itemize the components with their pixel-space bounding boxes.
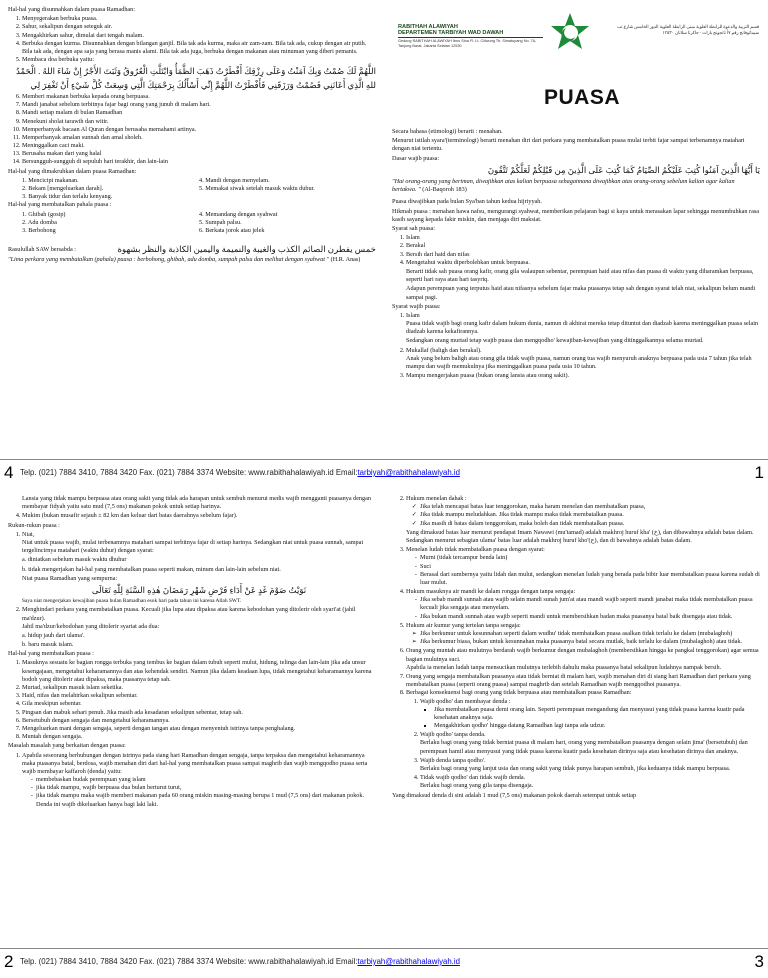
footer-contact [20,468,460,477]
air-list [406,596,760,621]
list-item: 2. Murtad, sekalipun masuk islam seketika. [22,684,376,692]
k1-list [420,706,760,731]
list-item: - Jika sebab mandi sunnah atau wajib selain mandi sunah jum'at atau mandi wajib seperti mandi janabat maka tidak membatalkan puasa kecuali jika sengaja atau menyelam. [420,596,760,612]
list-item: 6. Berkata jorok atau jelek [199,226,265,234]
list-item: 5. Memakai siwak setelah masuk waktu dubur. [199,185,315,192]
list-item [22,531,376,606]
niat-a: a. diniatkan sebelum masuk waktu dhuhur [22,556,127,564]
list-item: 9. Menekuni sholat tarawih dan witir. [22,118,376,126]
intro-1: Secara bahasa (etimologi) berarti : menahan. [392,128,503,135]
list-item: 5. Sumpah palsu. [199,218,242,226]
dahak-note: Yang dimaksud batas luar menurut pendapat Imam Nawawi (mu'tamad) adalah makhroj huruf kha' (خ), dan dibawahnya adalah batas dalam. Sedangkan menurut sebagian ulama' batas luar adalah makhroj huruf kho'(ح), dan di bawahnya adalah batas dalam. [406,528,754,544]
niat-text: Niat untuk puasa wajib, mulai terbenamnya matahari sampai terbitnya fajar di setiap harinya. Sedangkan niat untuk puasa sunnah, sampai tergelincirnya matahari (waktu duhur) dengan syarat: [22,538,364,555]
list-item: 11. Memperbanyak amalan sunnah dan amal sholeh. [22,134,376,142]
page-2-body [0,489,384,948]
page-title: PUASA [544,86,621,109]
pahala-grid [8,211,376,236]
list-item: ➢ Jika berkumur biasa, bukan untuk kesunnahan maka puasanya batal secara mutlak, baik terlalu ke dalam (mubalaghoh) atau tidak. [420,638,760,646]
lansia-text: Lansia yang tidak mampu berpuasa atau orang sakit yang tidak ada harapan untuk sembuh menurut medis wajib mengganti puasanya dengan membayar fidyah yaitu satu mud (7,5 ons) makanan pokok untuk setiap harinya. [22,495,371,511]
intro-2: Menurut istilah syara'(terminologi) berarti menahan diri dari perkara yang membatalkan puasa mulai terbit fajar sampai terbenamnya matahari dengan niat tertentu. [392,137,745,153]
pahala-heading: Hal-hal yang membatalkan pahala puasa : [8,201,112,209]
item-label: Hukum masuknya air mandi ke dalam rongga dengan tanpa sengaja: [406,588,576,596]
list-item: 3. Berbohong [22,226,56,234]
masalah-heading: Masalah masalah yang berkaitan dengan puasa: [8,742,126,750]
list-item: 6. Bersetubuh dengan sengaja dan mengetahui keharamannya. [22,717,376,725]
list-item: 2. Adu domba [22,218,57,226]
wajib-list-cont [8,512,376,520]
list-item: ▪ Mengakhirkan qodho' hingga datang Ramadhan lagi tanpa ada udzur. [434,722,760,730]
makruh-grid [8,177,376,202]
makruh-heading: Hal-hal yang dimakruhkan dalam puasa Ramadhan: [8,167,137,175]
email-link[interactable]: tarbiyah@rabithahalawiyah.id [357,957,460,966]
list-item: 1. Mencicipi makanan. [22,176,79,184]
wajib1-note-1: Puasa tidak wajib bagi orang kafir dalam hukum dunia, namun di akhirat mereka tetap dituntut dan diadzab karena meninggalkan puasa selain diadzab karena kekafirannya. [406,320,759,336]
item-label: Niat, [22,530,35,538]
item-label: Tidak wajib qodho' dan tidak wajib denda. [420,774,526,782]
list-item [406,622,760,647]
list-item: - Suci [420,563,760,571]
list-item: - Murni (tidak tercampur benda lain) [420,554,760,562]
item-label: Apabila seseorang berhubungan dengan istrinya pada siang hari Ramadhan dengan sengaja, tanpa terpaksa dan mengetahui keharamannya maka puasanya batal, berdosa, wajib menahan diri dari hal-hal yang membatalkan puasa sampai maghrib dan wajib mengqodho puasa serta wajib membayar kaffaroh (denda) yaitu: [22,751,368,775]
niat-b: b. tidak mengerjakan hal-hal yang membatalkan puasa seperti makan, minum dan lain-lain sebelum niat. [22,565,281,573]
hukum-list [392,495,760,791]
list-item: ✓ Jika tidak mampu meludahkan. Jika tidak mampu maka tidak membatalkan puasa. [420,511,760,519]
rukun-heading: Rukun-rukun puasa : [8,521,60,529]
item-label: Islam [406,311,420,319]
list-item: - Jika bukan mandi sunnah atau wajib seperti mandi untuk membersihkan badan maka puasanya batal baik disengaja atau tidak. [420,613,760,621]
list-item: 1. Masuknya sesuatu ke bagian rongga terbuka yang tembus ke bagian dalam tubuh seperti mulut, hidung, telinga dan lain-lain jika ada unsur kesengajaan, mengetahui keharamannya dan atas kehendak sendiri. Namun jika dalam keadaan lupa, tidak mengetahui keharamannya karena bodoh yang ditolerir atau dipaksa, maka puasanya tetap sah. [22,659,376,684]
denda-text: Yang dimaksud denda di sini adalah 1 mud (7,5 ons) makanan pokok daerah setempat untuk setiap [392,791,637,799]
list-item [22,752,376,809]
list-item: 4. Berbuka dengan kurma. Disunnahkan dengan bilangan ganjil. Bila tak ada kurma, maka air zam-zam. Bila tak ada, cukup dengan air putih. Bila tak ada, dengan apa saja yang berasa manis alami. Bila tak ada juga, berbuka dengan makanan atau minuman yang diberi pemanis. [22,40,376,56]
org-dept: DEPARTEMEN TARBIYAH WAD DAWAH [398,30,504,36]
jahil-b: b. baru masuk islam. [22,641,74,649]
item-label: Wajib qodho' dan membayar denda : [420,697,511,705]
hadits-row [8,243,376,256]
footer [384,459,768,489]
list-item: 8. Mandi setiap malam di bulan Ramadhan [22,109,376,117]
page-1 [384,0,768,489]
list-item: 8. Muntah dengan sengaja. [22,733,376,741]
dasar-heading: Dasar wajib puasa: [392,154,440,162]
item-label: Menghindari perkara yang membatalkan puasa. Kecuali jika lupa atau dipaksa atau karena kebodohan yang ditolerir oleh syari'at (jahil ma'dzur). [22,606,356,622]
ayat-ref: (Al-Baqoroh 183) [422,186,467,194]
page-1-body [384,122,768,459]
masalah-list [8,752,376,809]
list-item: 2. Berakal [406,242,760,250]
doa-berbuka: اللَّهُمَّ لَكَ صُمْتُ وَبِكَ آمَنْتُ وَعَلَى رِزْقِكَ أَفْطَرْتُ ذَهَبَ الظَّمَأُ وَابْتَلَّتِ الْعُرُوقُ وَثَبَتَ الأَجْرُ إِنْ شَاءَ اللهُ . الْحَمْدُ للهِ الَّذِي أَعَانَنِي فَصُمْتُ وَرَزَقَنِي فَأَفْطَرْتُ اللَّهُمَّ إِنِّي أَسْأَلُكَ بِرَحْمَتِكَ الَّتِي وَسِعَتْ كُلَّ شَيْءٍ أَنْ تَغْفِرَ لِي [16,66,376,90]
list-item: 5. Membaca doa berbuka yaitu: [22,56,376,64]
jahil-text: Jahil ma'dzur/kebodohan yang ditolerir syariat ada dua: [22,622,160,630]
konsekuensi-list [406,698,760,791]
wajib2-note: Anak yang belum baligh atau orang gila tidak wajib puasa, namun orang tua wajib menyuruh anaknya berpuasa pada usia 7 tahun jika telah mampu dan wajib memukulnya jika meninggalkan puasa pada usia 10 tahun. [406,354,752,370]
sah-note-2: Adapun perempuan yang terputus haid atau nifasnya sebelum fajar maka puasanya tetap sah dengan syarat telah niat, sekalipun belum mandi sampai pagi. [406,285,756,301]
page-number: 4 [4,463,14,482]
list-item: 3. Mengakhirkan sahur, dimulai dari tengah malam. [22,32,376,40]
list-item: - membebaskan budak perempuan yang islam [36,776,376,784]
ayat-arabic: يَا أَيُّهَا الَّذِينَ آمَنُوا كُتِبَ عَلَيْكُمُ الصِّيَامُ كَمَا كُتِبَ عَلَى الَّذِينَ مِن قَبْلِكُمْ لَعَلَّكُمْ تَتَّقُونَ [487,164,760,175]
list-item [22,606,376,649]
list-item: 7. Orang yang sengaja membatalkan puasanya atau tidak berniat di malam hari, wajib menahan diri di siang hari Ramadhan dari perkara yang membatalkan puasa (seperti orang puasa) sampai maghrib dan setelah Ramadhan wajib mengqodhoi puasanya. [406,673,760,689]
niat-sempurna: Niat puasa Ramadhan yang sempurna: [22,574,118,582]
list-item [420,757,760,773]
page-number: 1 [754,463,764,482]
list-item: - jika tidak mampu maka wajib memberi makanan pada 60 orang miskin masing-masing berupa 1 mud (7,5 ons) dari makanan pokok. Denda ini wajib dikeluarkan hanya bagi laki laki. [36,792,376,808]
list-item: ▪ Jika membatalkan puasa demi orang lain. Seperti perempuan mengandung dan menyusui yang tidak puasa karena kuatir pada kesehatan anaknya saja. [434,706,760,722]
list-item: ✓ Jika telah mencapai batas luar tenggorokan, maka haram menelan dan membatalkan puasa, [420,503,760,511]
item-label: Wajib denda tanpa qodho'. [420,756,486,764]
list-item: 14. Bersungguh-sungguh di sepuluh hari terakhir, dan lain-lain [22,158,376,166]
kaffaroh-list [22,776,376,809]
footer [0,459,460,489]
list-item: 13. Berusaha makan dari yang halal [22,150,376,158]
list-item [420,698,760,731]
dahak-list [406,503,760,528]
list-item: 12. Meninggalkan caci maki. [22,142,376,150]
ayat-translation [392,178,760,194]
rasul-text: Rasulullah SAW bersabda : [8,245,76,253]
email-link[interactable]: tarbiyah@rabithahalawiyah.id [357,468,460,477]
list-item: - Berasal dari sumbernya yaitu lidah dan mulut, sedangkan menelan ludah yang berada pada bibir luar membatalkan puasa karena sudah di luar mulut. [420,571,760,587]
rukun-list [8,531,376,650]
list-item: 4. Gila meskipun sebentar. [22,700,376,708]
list-item: 4. Mandi dengan menyelam. [199,176,270,184]
k2-note: Berlaku bagi orang yang tidak berniat puasa di malam hari, orang yang membatalkan puasanya dengan selain jima' (bersetubuh) dan perempuan hamil atau menyusui yang tidak puasa karena kuatir pada kesehatan dirinya saja atau kesehatan dirinya dan anaknya. [420,739,748,755]
list-item: 2. Sahur, sekalipun dengan seteguk air. [22,23,376,31]
list-item: 6. Memberi makanan berbuka kepada orang berpuasa. [22,93,376,101]
hadits-ref: (H.R. Anas) [330,256,361,264]
page-4-body [0,0,384,459]
list-item [420,731,760,756]
list-item [406,347,760,372]
page-number: 2 [4,952,14,971]
list-item [406,546,760,587]
list-item [406,312,760,346]
item-label: Hukum menelan dahak : [406,495,467,502]
page-3-body [384,489,768,948]
list-item: 5. Pingsan dan mabuk sehari penuh. Jika masih ada kesadaran sekalipun sebentar, tetap sah. [22,709,376,717]
list-item: 4. Memandang dengan syahwat [199,210,278,218]
syarat-sah-heading: Syarat sah puasa: [392,225,435,232]
list-item: 3. Mampu mengerjakan puasa (bukan orang lansia atau orang sakit). [406,372,760,380]
footer [384,948,768,978]
org-arabic: قسم التربية والدعوة للرابطة العلوية مبنى الرابطة العلوية الدور الخامس شارع تب سيماتوفانج رقم ٧أ تانجونج بارات - جاكرتا سلاتان ١٢٥٣٠ [617,24,759,36]
list-item: 1. Menyegerakan berbuka puasa. [22,15,376,23]
org-name: RABITHAH ALAWIYAH [398,24,458,30]
ludah-list [406,554,760,587]
list-item: 2. Bekam [mengeluarkan darah]. [22,185,104,192]
ayat-trans-text: "Hai orang-orang yang beriman, diwajibkan atas kalian berpuasa sebagaimana diwajibkan atas orang-orang sebelum kalian agar kalian bertakwa. " [392,178,735,194]
item-label: Hukum air kumur yang tertelan tanpa sengaja: [406,621,521,629]
muntah-note: Apabila ia menelan ludah tanpa mensucikan mulutnya terlebih dahulu maka puasanya batal sekalipun ludahnya nampak bersih. [406,663,722,671]
list-item: 7. Mengeluarkan mani dengan sengaja, seperti dengan tangan atau dengan menyentuh istrinya tanpa penghalang. [22,725,376,733]
letterhead [384,0,768,78]
niat-translation: Saya niat mengerjakan kewajiban puasa bulan Ramadhan esok hari pada tahun ini karena Allah SWT. [22,598,242,605]
contact-text: Telp. (021) 7884 3410, 7884 3420 Fax. (021) 7884 3374 Website: www.rabithahalawiyah.id Email: [20,468,358,477]
item-label: Orang yang muntah atau mulutnya berdarah wajib berkumur dengan mubalaghoh (membersihkan hingga ke pangkal tenggorokan) agar semua bagian mulutnya suci. [406,647,759,663]
org-address: Gedung RABITHAH ALAWIYAH Ibnu Sina Fl. Lt. Ciliwung Tb. Simatupang No. 7A, Tanjung Barat, Jakarta Selatan 12530 [398,37,543,49]
list-item: 10. Memperbanyak bacaan Al Quran dengan berusaha memahami artinya. [22,126,376,134]
wajib-text: Puasa diwajibkan pada bulan Sya'ban tahun kedua hijriyyah. [392,198,542,206]
sah-note-1: Berarti tidak sah puasa orang kafir, orang gila walaupun sebentar, perempuan haid atau nifas dan puasa di waktu yang diharamkan berpuasa, seperti hari raya atau hari tasyriq. [406,267,754,284]
list-item: 3. Bersih dari haid dan nifas [406,251,760,259]
footer [0,948,460,978]
k3-note: Berlaku bagi orang yang lanjut usia dan orang sakit yang tidak punya harapan sembuh, jika keduanya tidak mampu berpuasa. [420,765,731,772]
wajib1-note-2: Sedangkan orang murtad tetap wajib puasa dan mengqodho' kewajiban-kewajiban yang ditinggalkannya selama murtad. [406,337,704,345]
hadits-arabic: خمس يفطرن الصائم الكذب والغيبة والنميمة واليمين الكاذبة والنظر بشهوة [117,244,376,255]
item-label: Wajib qodho' tanpa denda. [420,731,486,739]
hadits-trans-text: "Lima perkara yang membatalkan (pahala) puasa : berbohong, ghibah, adu domba, sumpah palsu dan melihat dengan syahwat " [8,256,330,264]
list-item: 7. Mandi janabat sebelum terbitnya fajar bagi orang yang junub di malam hari. [22,101,376,109]
list-item [406,495,760,545]
list-item: 3. Haid, nifas dan melahirkan sekalipun sebentar. [22,692,376,700]
niat-arabic: نَوَيْتُ صَوْمَ غَدٍ عَنْ أَدَاءِ فَرْضِ شَهْرِ رَمَضَانَ هٰذِهِ السَّنَةِ لِلّٰهِ تَعَالَى [91,584,307,595]
list-item: ➢ Jika berkumur untuk kesunnahan seperti dalam wudhu' tidak membatalkan puasa asalkan tidak terlalu ke dalam (mubalaghoh) [420,630,760,638]
batal-list [8,659,376,741]
list-item [406,647,760,672]
kumur-list [406,630,760,646]
item-label: Berbagai konsekuensi bagi orang yang tidak berpuasa atau membatalkan puasa Ramadhan: [406,689,632,697]
sunnah-list-b [8,93,376,167]
list-item: - jika tidak mampu, wajib berpuasa dua bulan berturut turut, [36,784,376,792]
page-number: 3 [754,952,764,971]
green-star-crescent-emblem-icon [549,12,591,54]
org-block [398,24,543,49]
list-item [406,588,760,621]
batal-heading: Hal-hal yang membatalkan puasa : [8,650,94,658]
list-item: 4. Mengetahui waktu diperbolehkan untuk berpuasa. [406,259,760,267]
list-item: 3. Banyak tidur dan terlalu kenyang. [22,193,113,201]
footer-contact [20,957,460,966]
jahil-a: a. hidup jauh dari ulama'. [22,631,85,639]
hikmah-text: Hikmah puasa : menahan hawa nafsu, mengurangi syahwat, memberikan pelajaran bagi si kaya untuk merasakan lapar sehingga menumbuhkan rasa kasih sayang kepada fakir miskin, dan menjaga diri maksiat. [392,207,759,223]
list-item: 1. Ghibah (gosip) [22,210,66,218]
syarat-wajib-heading: Syarat wajib puasa: [392,302,441,310]
list-item [199,193,376,201]
k4-note: Berlaku bagi orang yang gila tanpa disengaja. [420,782,534,790]
sunnah-list-a [8,15,376,64]
list-item: ✓ Jika masih di batas dalam tenggorokan, maka boleh dan tidak membatalkan puasa. [420,520,760,528]
list-item [420,774,760,790]
item-label: Menelan ludah tidak membatalkan puasa dengan syarat: [406,546,545,554]
syarat-wajib-list [392,312,760,381]
list-item [406,689,760,790]
page-3 [384,489,768,978]
item-label: Mukallaf (baligh dan berakal). [406,346,482,354]
hadits-translation [8,256,376,264]
contact-text: Telp. (021) 7884 3410, 7884 3420 Fax. (021) 7884 3374 Website: www.rabithahalawiyah.id Email: [20,957,358,966]
syarat-sah-list [392,234,760,267]
list-item: 1. Islam [406,234,760,242]
sunnah-heading: Hal-hal yang disunnahkan dalam puasa Ramadhan: [8,6,135,13]
list-item: 4. Mukim (bukan musafir sejauh ± 82 km dan keluar dari batas daerahnya sebelum fajar). [22,512,376,520]
